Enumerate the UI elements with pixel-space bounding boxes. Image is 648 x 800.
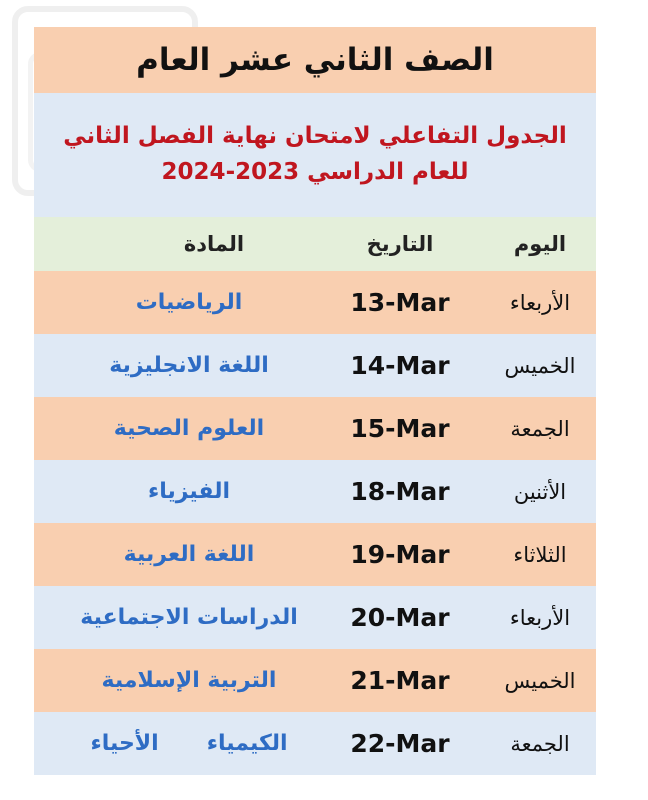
header-day: اليوم	[513, 232, 567, 256]
row-subject: الرياضيات	[135, 290, 243, 315]
subtitle-row	[34, 93, 596, 217]
page-title: الصف الثاني عشر العام	[136, 42, 494, 78]
row-date: 22-Mar	[350, 729, 450, 758]
header-subject: المادة	[183, 232, 245, 256]
subtitle-line-2: للعام الدراسي 2023-2024	[161, 159, 469, 185]
row-day: الجمعة	[510, 416, 570, 441]
table-row	[34, 649, 596, 712]
row-date: 13-Mar	[350, 288, 450, 317]
table-row	[34, 334, 596, 397]
row-date: 18-Mar	[350, 477, 450, 506]
row-day: الأربعاء	[509, 290, 571, 315]
row-subject: الدراسات الاجتماعية	[80, 605, 298, 630]
table-row	[34, 586, 596, 649]
row-day: الخميس	[504, 353, 576, 378]
row-subject: العلوم الصحية	[113, 416, 265, 441]
table-row	[34, 712, 596, 775]
row-subject: اللغة الانجليزية	[109, 353, 269, 378]
row-subject: التربية الإسلامية	[101, 668, 277, 693]
row-subject-chemistry: الكيمياء	[206, 731, 288, 756]
table-row	[34, 523, 596, 586]
exam-schedule-table	[34, 27, 596, 775]
table-row	[34, 271, 596, 334]
row-date: 14-Mar	[350, 351, 450, 380]
row-date: 20-Mar	[350, 603, 450, 632]
row-subject: الفيزياء	[147, 479, 231, 504]
row-date: 15-Mar	[350, 414, 450, 443]
header-date: التاريخ	[366, 232, 434, 256]
subtitle-line-1: الجدول التفاعلي لامتحان نهاية الفصل الثاني	[63, 123, 567, 150]
row-day: الأثنين	[513, 479, 567, 504]
row-day: الخميس	[504, 668, 576, 693]
table-row	[34, 397, 596, 460]
row-subject-biology: الأحياء	[90, 731, 159, 756]
table-row	[34, 460, 596, 523]
row-date: 21-Mar	[350, 666, 450, 695]
row-subject: اللغة العربية	[123, 542, 255, 567]
row-day: الأربعاء	[509, 605, 571, 630]
row-date: 19-Mar	[350, 540, 450, 569]
title-row	[34, 27, 596, 93]
row-subject	[34, 731, 316, 756]
table-header	[34, 217, 596, 271]
row-day: الثلاثاء	[513, 542, 567, 567]
row-day: الجمعة	[510, 731, 570, 756]
